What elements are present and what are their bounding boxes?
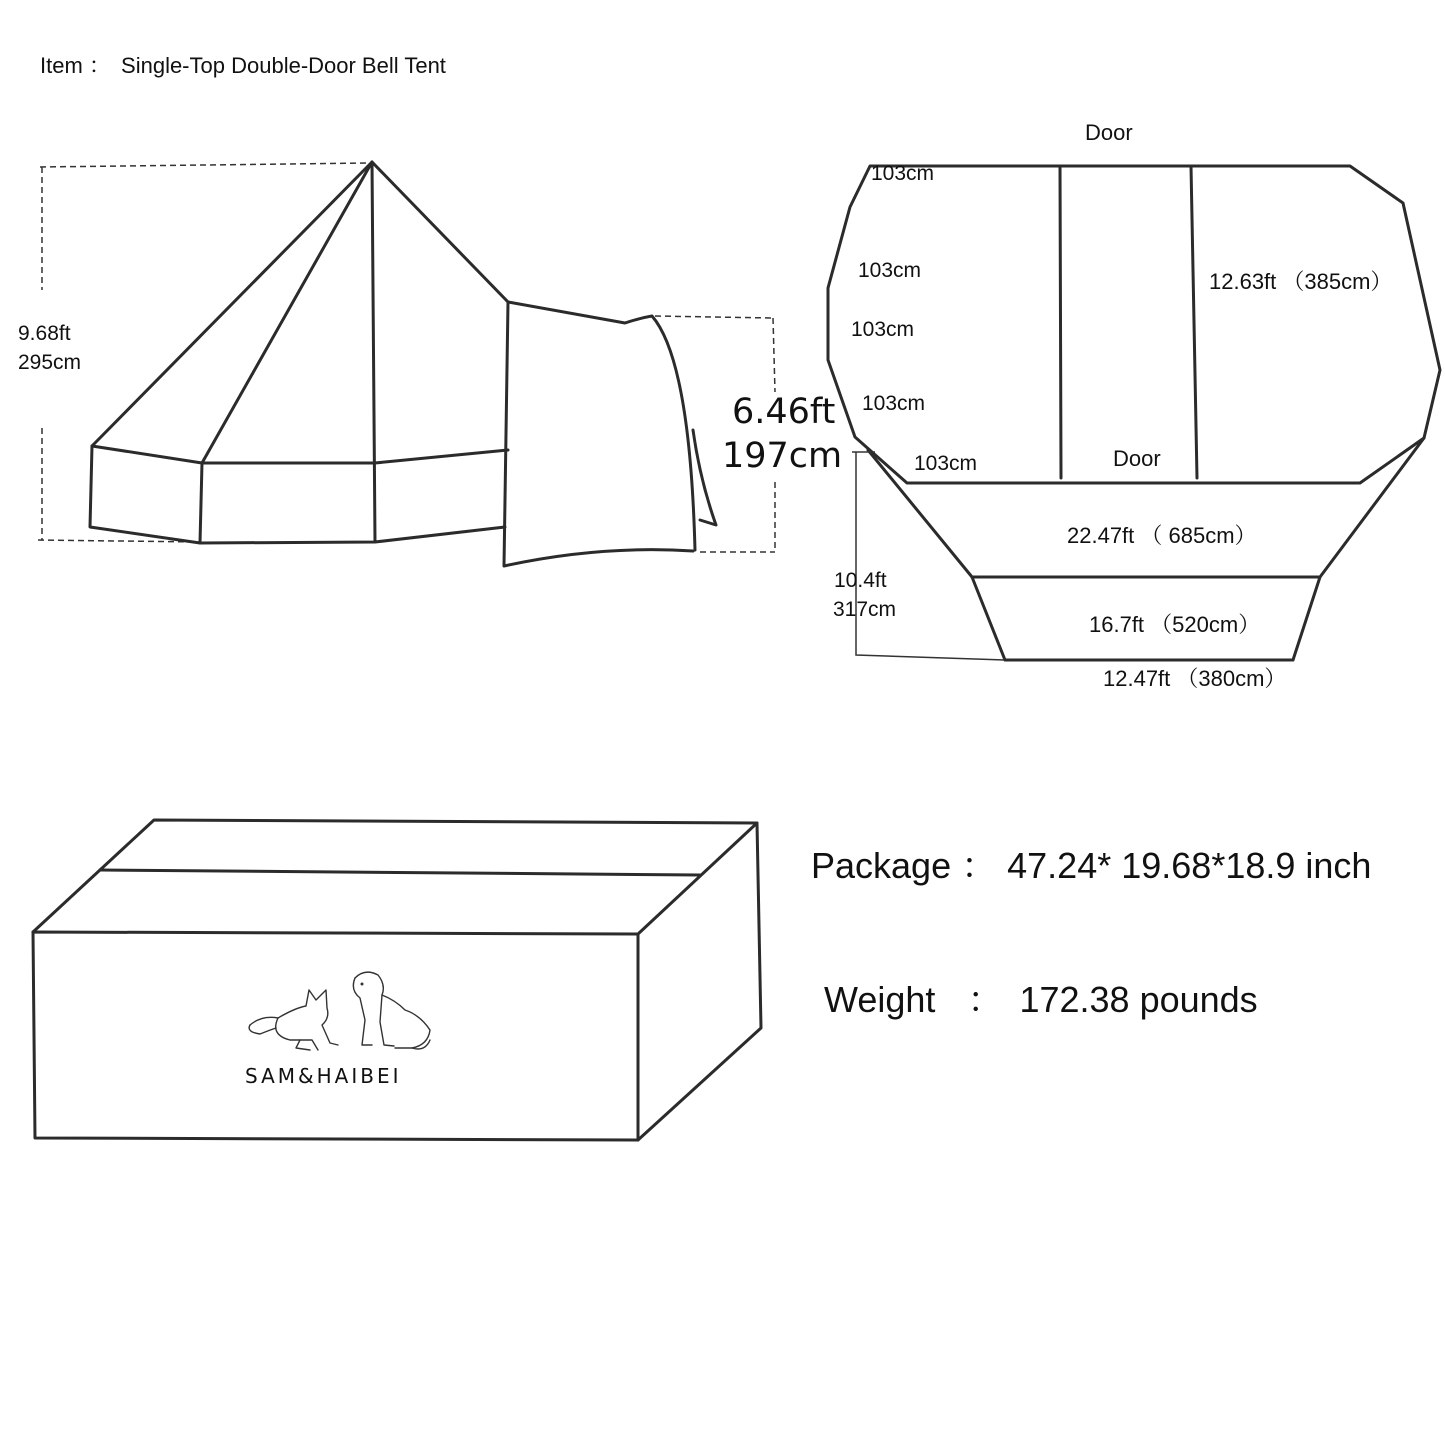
door-height-cm: 197cm: [722, 436, 843, 476]
overall-height-ft: 9.68ft: [18, 322, 71, 345]
segment-1: 103cm: [871, 162, 935, 185]
vestibule-front-label: 12.47ft （380cm）: [1103, 666, 1287, 691]
brand-logo-icon: [249, 972, 430, 1050]
weight-value: 172.38 pounds: [1019, 979, 1258, 1020]
item-label: Item ：: [40, 53, 111, 78]
door-height-ft: 6.46ft: [732, 392, 836, 432]
package-label: Package ：: [811, 845, 998, 886]
segment-2: 103cm: [858, 259, 922, 282]
weight-label: Weight: [824, 979, 936, 1020]
door-top-label: Door: [1085, 120, 1133, 145]
item-name: Single-Top Double-Door Bell Tent: [121, 53, 446, 78]
package-dimensions: 47.24* 19.68*18.9 inch: [1007, 845, 1372, 886]
weight-line: [824, 972, 1258, 1023]
floor-width-label: 12.63ft （385cm）: [1209, 269, 1393, 294]
tent-side-view: [38, 162, 775, 566]
segment-3: 103cm: [851, 318, 915, 341]
door-bottom-label: Door: [1113, 446, 1161, 471]
overall-height-cm: 295cm: [18, 351, 82, 374]
package-box: [33, 820, 761, 1140]
brand-name: SAM&HAIBEI: [245, 1064, 402, 1088]
package-line: [811, 838, 1371, 889]
segment-4: 103cm: [862, 392, 926, 415]
vestibule-depth-ft: 10.4ft: [834, 569, 887, 592]
vestibule-depth-cm: 317cm: [833, 598, 897, 621]
total-length-label: 22.47ft （ 685cm）: [1067, 523, 1257, 548]
segment-5: 103cm: [914, 452, 978, 475]
weight-separator: ：: [967, 979, 1004, 1020]
vestibule-width-label: 16.7ft （520cm）: [1089, 612, 1261, 637]
